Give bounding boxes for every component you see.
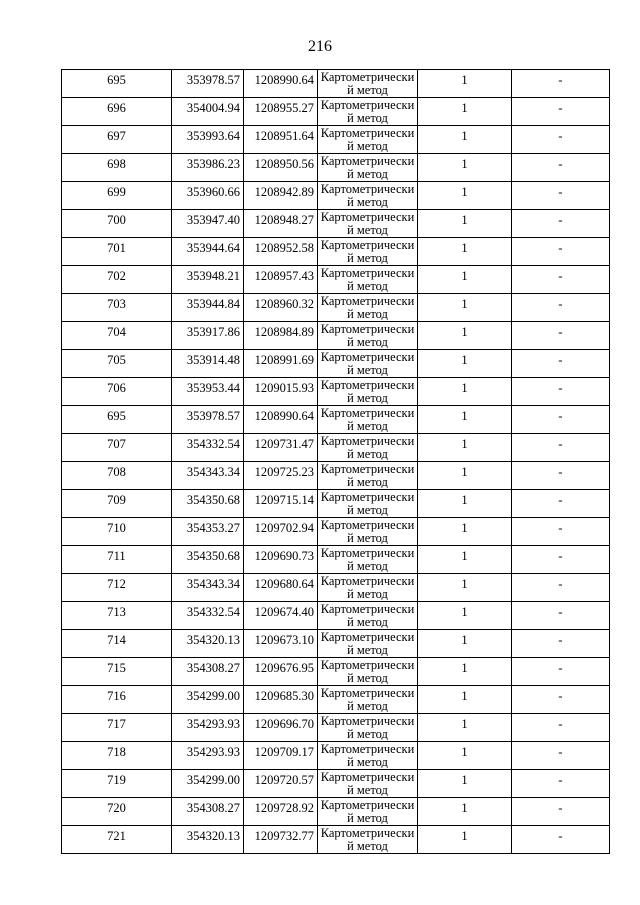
x-coordinate-cell: 354293.93 (172, 742, 244, 770)
method-text: Картометрически й метод (320, 183, 415, 208)
empty-value-cell: - (512, 98, 610, 126)
method-text: Картометрически й метод (320, 491, 415, 516)
x-coordinate-cell: 354320.13 (172, 630, 244, 658)
x-coordinate-cell: 353978.57 (172, 406, 244, 434)
count-cell: 1 (418, 798, 512, 826)
point-number-cell: 698 (62, 154, 172, 182)
method-cell (318, 658, 418, 686)
method-text: Картометрически й метод (320, 211, 415, 236)
count-cell: 1 (418, 182, 512, 210)
point-number-cell: 695 (62, 406, 172, 434)
y-coordinate-cell: 1209702.94 (244, 518, 318, 546)
empty-value-cell: - (512, 546, 610, 574)
method-cell (318, 462, 418, 490)
count-cell: 1 (418, 294, 512, 322)
count-cell: 1 (418, 574, 512, 602)
y-coordinate-cell: 1208960.32 (244, 294, 318, 322)
y-coordinate-cell: 1208955.27 (244, 98, 318, 126)
empty-value-cell: - (512, 798, 610, 826)
count-cell: 1 (418, 98, 512, 126)
empty-value-cell: - (512, 770, 610, 798)
table-row (62, 98, 610, 126)
x-coordinate-cell: 354350.68 (172, 546, 244, 574)
method-text: Картометрически й метод (320, 687, 415, 712)
method-text: Картометрически й метод (320, 463, 415, 488)
method-text: Картометрически й метод (320, 799, 415, 824)
x-coordinate-cell: 354320.13 (172, 826, 244, 854)
point-number-cell: 703 (62, 294, 172, 322)
x-coordinate-cell: 353978.57 (172, 70, 244, 98)
method-text: Картометрически й метод (320, 71, 415, 96)
y-coordinate-cell: 1208990.64 (244, 406, 318, 434)
method-text: Картометрически й метод (320, 379, 415, 404)
count-cell: 1 (418, 826, 512, 854)
table-row (62, 126, 610, 154)
point-number-cell: 715 (62, 658, 172, 686)
table-row (62, 714, 610, 742)
y-coordinate-cell: 1209685.30 (244, 686, 318, 714)
count-cell: 1 (418, 434, 512, 462)
count-cell: 1 (418, 266, 512, 294)
point-number-cell: 720 (62, 798, 172, 826)
empty-value-cell: - (512, 350, 610, 378)
empty-value-cell: - (512, 602, 610, 630)
table-row (62, 742, 610, 770)
method-cell (318, 126, 418, 154)
count-cell: 1 (418, 658, 512, 686)
method-cell (318, 798, 418, 826)
method-cell (318, 98, 418, 126)
x-coordinate-cell: 354343.34 (172, 462, 244, 490)
coordinates-table (61, 69, 610, 854)
count-cell: 1 (418, 770, 512, 798)
count-cell: 1 (418, 462, 512, 490)
count-cell: 1 (418, 210, 512, 238)
y-coordinate-cell: 1209709.17 (244, 742, 318, 770)
method-text: Картометрически й метод (320, 351, 415, 376)
method-cell (318, 742, 418, 770)
x-coordinate-cell: 354332.54 (172, 434, 244, 462)
empty-value-cell: - (512, 630, 610, 658)
y-coordinate-cell: 1208952.58 (244, 238, 318, 266)
x-coordinate-cell: 354350.68 (172, 490, 244, 518)
x-coordinate-cell: 353944.84 (172, 294, 244, 322)
point-number-cell: 695 (62, 70, 172, 98)
method-cell (318, 266, 418, 294)
method-cell (318, 210, 418, 238)
table-row (62, 462, 610, 490)
table-row (62, 266, 610, 294)
method-cell (318, 574, 418, 602)
empty-value-cell: - (512, 266, 610, 294)
empty-value-cell: - (512, 70, 610, 98)
count-cell: 1 (418, 70, 512, 98)
point-number-cell: 708 (62, 462, 172, 490)
x-coordinate-cell: 353914.48 (172, 350, 244, 378)
point-number-cell: 701 (62, 238, 172, 266)
table-row (62, 518, 610, 546)
x-coordinate-cell: 353993.64 (172, 126, 244, 154)
point-number-cell: 709 (62, 490, 172, 518)
method-cell (318, 70, 418, 98)
y-coordinate-cell: 1209696.70 (244, 714, 318, 742)
table-row (62, 350, 610, 378)
empty-value-cell: - (512, 378, 610, 406)
point-number-cell: 711 (62, 546, 172, 574)
count-cell: 1 (418, 126, 512, 154)
empty-value-cell: - (512, 434, 610, 462)
x-coordinate-cell: 353960.66 (172, 182, 244, 210)
count-cell: 1 (418, 378, 512, 406)
point-number-cell: 707 (62, 434, 172, 462)
x-coordinate-cell: 354293.93 (172, 714, 244, 742)
y-coordinate-cell: 1208951.64 (244, 126, 318, 154)
count-cell: 1 (418, 490, 512, 518)
method-cell (318, 378, 418, 406)
table-row (62, 798, 610, 826)
empty-value-cell: - (512, 462, 610, 490)
y-coordinate-cell: 1208991.69 (244, 350, 318, 378)
method-text: Картометрически й метод (320, 435, 415, 460)
table-row (62, 322, 610, 350)
method-cell (318, 686, 418, 714)
y-coordinate-cell: 1208948.27 (244, 210, 318, 238)
point-number-cell: 706 (62, 378, 172, 406)
x-coordinate-cell: 354004.94 (172, 98, 244, 126)
point-number-cell: 713 (62, 602, 172, 630)
method-cell (318, 294, 418, 322)
method-text: Картометрически й метод (320, 575, 415, 600)
method-text: Картометрически й метод (320, 239, 415, 264)
y-coordinate-cell: 1208942.89 (244, 182, 318, 210)
method-cell (318, 406, 418, 434)
empty-value-cell: - (512, 210, 610, 238)
empty-value-cell: - (512, 518, 610, 546)
empty-value-cell: - (512, 126, 610, 154)
empty-value-cell: - (512, 714, 610, 742)
point-number-cell: 712 (62, 574, 172, 602)
empty-value-cell: - (512, 182, 610, 210)
x-coordinate-cell: 353986.23 (172, 154, 244, 182)
method-cell (318, 154, 418, 182)
method-cell (318, 546, 418, 574)
empty-value-cell: - (512, 154, 610, 182)
point-number-cell: 716 (62, 686, 172, 714)
count-cell: 1 (418, 602, 512, 630)
x-coordinate-cell: 353947.40 (172, 210, 244, 238)
y-coordinate-cell: 1209673.10 (244, 630, 318, 658)
method-text: Картометрически й метод (320, 631, 415, 656)
x-coordinate-cell: 354343.34 (172, 574, 244, 602)
method-cell (318, 826, 418, 854)
y-coordinate-cell: 1209674.40 (244, 602, 318, 630)
method-text: Картометрически й метод (320, 659, 415, 684)
table-row (62, 182, 610, 210)
x-coordinate-cell: 354308.27 (172, 798, 244, 826)
y-coordinate-cell: 1209731.47 (244, 434, 318, 462)
point-number-cell: 719 (62, 770, 172, 798)
count-cell: 1 (418, 742, 512, 770)
method-cell (318, 714, 418, 742)
method-text: Картометрически й метод (320, 155, 415, 180)
table-row (62, 574, 610, 602)
table-row (62, 826, 610, 854)
count-cell: 1 (418, 154, 512, 182)
count-cell: 1 (418, 350, 512, 378)
y-coordinate-cell: 1209015.93 (244, 378, 318, 406)
table-row (62, 210, 610, 238)
coordinates-table-body (62, 70, 610, 854)
method-text: Картометрически й метод (320, 827, 415, 852)
count-cell: 1 (418, 406, 512, 434)
method-text: Картометрически й метод (320, 771, 415, 796)
table-row (62, 70, 610, 98)
method-text: Картометрически й метод (320, 295, 415, 320)
x-coordinate-cell: 353948.21 (172, 266, 244, 294)
table-row (62, 378, 610, 406)
method-text: Картометрически й метод (320, 323, 415, 348)
empty-value-cell: - (512, 826, 610, 854)
y-coordinate-cell: 1208957.43 (244, 266, 318, 294)
method-cell (318, 238, 418, 266)
x-coordinate-cell: 353917.86 (172, 322, 244, 350)
method-text: Картометрически й метод (320, 547, 415, 572)
y-coordinate-cell: 1209728.92 (244, 798, 318, 826)
y-coordinate-cell: 1209676.95 (244, 658, 318, 686)
count-cell: 1 (418, 546, 512, 574)
point-number-cell: 702 (62, 266, 172, 294)
empty-value-cell: - (512, 238, 610, 266)
point-number-cell: 704 (62, 322, 172, 350)
empty-value-cell: - (512, 686, 610, 714)
table-row (62, 294, 610, 322)
y-coordinate-cell: 1208984.89 (244, 322, 318, 350)
y-coordinate-cell: 1209715.14 (244, 490, 318, 518)
y-coordinate-cell: 1208950.56 (244, 154, 318, 182)
point-number-cell: 714 (62, 630, 172, 658)
y-coordinate-cell: 1209725.23 (244, 462, 318, 490)
count-cell: 1 (418, 518, 512, 546)
empty-value-cell: - (512, 322, 610, 350)
empty-value-cell: - (512, 406, 610, 434)
method-text: Картометрически й метод (320, 603, 415, 628)
method-text: Картометрически й метод (320, 519, 415, 544)
method-text: Картометрически й метод (320, 743, 415, 768)
table-row (62, 546, 610, 574)
count-cell: 1 (418, 714, 512, 742)
table-row (62, 434, 610, 462)
x-coordinate-cell: 353944.64 (172, 238, 244, 266)
x-coordinate-cell: 354353.27 (172, 518, 244, 546)
table-row (62, 406, 610, 434)
count-cell: 1 (418, 238, 512, 266)
y-coordinate-cell: 1208990.64 (244, 70, 318, 98)
point-number-cell: 717 (62, 714, 172, 742)
x-coordinate-cell: 354332.54 (172, 602, 244, 630)
table-row (62, 602, 610, 630)
point-number-cell: 705 (62, 350, 172, 378)
table-row (62, 686, 610, 714)
method-cell (318, 770, 418, 798)
x-coordinate-cell: 354299.00 (172, 770, 244, 798)
method-text: Картометрически й метод (320, 127, 415, 152)
y-coordinate-cell: 1209720.57 (244, 770, 318, 798)
point-number-cell: 697 (62, 126, 172, 154)
method-cell (318, 630, 418, 658)
method-text: Картометрически й метод (320, 407, 415, 432)
page-number: 216 (308, 38, 332, 55)
table-row (62, 770, 610, 798)
method-cell (318, 182, 418, 210)
table-row (62, 154, 610, 182)
y-coordinate-cell: 1209680.64 (244, 574, 318, 602)
point-number-cell: 700 (62, 210, 172, 238)
x-coordinate-cell: 354308.27 (172, 658, 244, 686)
empty-value-cell: - (512, 658, 610, 686)
empty-value-cell: - (512, 742, 610, 770)
table-row (62, 238, 610, 266)
method-cell (318, 322, 418, 350)
method-text: Картометрически й метод (320, 267, 415, 292)
point-number-cell: 710 (62, 518, 172, 546)
method-cell (318, 602, 418, 630)
x-coordinate-cell: 354299.00 (172, 686, 244, 714)
method-cell (318, 434, 418, 462)
point-number-cell: 696 (62, 98, 172, 126)
point-number-cell: 721 (62, 826, 172, 854)
empty-value-cell: - (512, 294, 610, 322)
method-cell (318, 350, 418, 378)
table-row (62, 490, 610, 518)
x-coordinate-cell: 353953.44 (172, 378, 244, 406)
y-coordinate-cell: 1209732.77 (244, 826, 318, 854)
method-text: Картометрически й метод (320, 99, 415, 124)
count-cell: 1 (418, 322, 512, 350)
empty-value-cell: - (512, 490, 610, 518)
table-row (62, 630, 610, 658)
count-cell: 1 (418, 630, 512, 658)
y-coordinate-cell: 1209690.73 (244, 546, 318, 574)
empty-value-cell: - (512, 574, 610, 602)
method-cell (318, 490, 418, 518)
point-number-cell: 699 (62, 182, 172, 210)
count-cell: 1 (418, 686, 512, 714)
table-row (62, 658, 610, 686)
method-cell (318, 518, 418, 546)
point-number-cell: 718 (62, 742, 172, 770)
method-text: Картометрически й метод (320, 715, 415, 740)
